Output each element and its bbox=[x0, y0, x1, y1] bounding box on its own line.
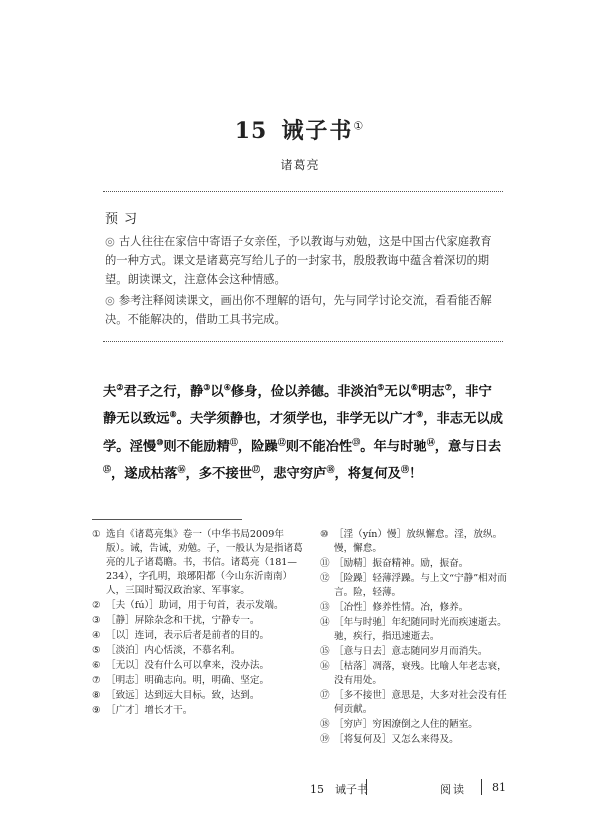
footnote-text: ［枯落］凋落，衰残。比喻人年老志衰，没有用处。 bbox=[334, 661, 507, 686]
note-marker: ⑭ bbox=[426, 436, 435, 447]
footnote-number: ① bbox=[92, 529, 101, 540]
footnote-text: ［以］连词，表示后者是前者的目的。 bbox=[106, 630, 270, 641]
text-segment: ，将复何及 bbox=[334, 466, 401, 482]
footnote-number: ⑥ bbox=[92, 660, 101, 671]
note-marker: ⑯ bbox=[177, 464, 186, 475]
bullet-icon: ◎ bbox=[105, 235, 115, 248]
footnote-number: ⑩ bbox=[320, 529, 329, 540]
footnote bbox=[320, 718, 516, 732]
footnote-number: ⑰ bbox=[320, 690, 330, 701]
text-segment: 则不能冶性 bbox=[285, 439, 353, 455]
footnote-number: ② bbox=[92, 600, 101, 611]
footnote bbox=[92, 644, 304, 658]
footnote-number: ⑧ bbox=[92, 690, 101, 701]
preview-bottom-divider bbox=[103, 341, 503, 342]
text-segment: ！ bbox=[408, 466, 423, 482]
note-marker: ⑧ bbox=[169, 409, 177, 420]
footnote-number: ⑪ bbox=[320, 558, 330, 569]
text-segment: 明志 bbox=[418, 384, 445, 400]
footnote bbox=[92, 659, 304, 673]
footnote-number: ④ bbox=[92, 630, 101, 641]
footer-section-label: 阅读 bbox=[440, 783, 466, 796]
text-segment: ，非宁静无以致远 bbox=[103, 384, 492, 427]
footnote bbox=[320, 645, 516, 659]
text-segment: 夫 bbox=[103, 384, 117, 400]
note-marker: ⑰ bbox=[251, 464, 260, 475]
footnote-text: ［励精］振奋精神。励，振奋。 bbox=[334, 558, 469, 569]
text-segment: 以 bbox=[210, 384, 224, 400]
text-segment: ，多不接世 bbox=[185, 466, 252, 482]
footer-lesson-label: 15 诫子书 bbox=[310, 783, 368, 796]
footnote bbox=[92, 629, 304, 643]
footnote-number: ⑤ bbox=[92, 645, 101, 656]
note-marker: ⑥ bbox=[410, 382, 419, 392]
footnote-number: ⑮ bbox=[320, 646, 330, 657]
footnote-text: ［夫（fú）］助词，用于句首，表示发端。 bbox=[106, 600, 284, 611]
footnote-text: 选自《诸葛亮集》卷一（中华书局2009年版）。诫，告诫，劝勉。子，一般认为是指诸葛亮的儿子诸葛瞻。书，书信。诸葛亮（181—234），字孔明，琅琊阳都（今山东沂南南）人，三国时蜀汉政治家、军事家。 bbox=[106, 529, 303, 596]
text-segment: 。年与时驰 bbox=[360, 439, 427, 455]
lesson-number: 15 bbox=[234, 118, 268, 144]
lesson-title-text: 诫子书 bbox=[281, 118, 354, 144]
footnote-text: ［广才］增长才干。 bbox=[106, 705, 193, 716]
footnote-text: ［淡泊］内心恬淡，不慕名利。 bbox=[106, 645, 241, 656]
footnote bbox=[320, 733, 516, 747]
text-segment: 无以 bbox=[384, 384, 411, 400]
page-number: 81 bbox=[492, 781, 506, 794]
footnote-number: ⑱ bbox=[320, 719, 330, 730]
classical-text bbox=[103, 376, 503, 486]
footnote bbox=[92, 689, 304, 703]
footnote bbox=[320, 616, 516, 644]
text-segment: ，非志无以成学。淫慢 bbox=[103, 411, 503, 455]
footnote bbox=[320, 660, 516, 688]
footnote-text: ［淫（yín）慢］放纵懈怠。淫，放纵。慢，懈怠。 bbox=[334, 529, 503, 554]
preview-paragraph-1 bbox=[105, 232, 500, 289]
footnote bbox=[92, 704, 304, 718]
footnotes-left-column bbox=[92, 528, 304, 719]
preview-paragraph-1-text: 古人往往在家信中寄语子女亲侄，予以教诲与劝勉，这是中国古代家庭教育的一种方式。课文是诸葛亮写给儿子的一封家书，殷殷教诲中蕴含着深切的期望。朗读课文，注意体会这种情感。 bbox=[105, 235, 492, 286]
note-marker: ⑨ bbox=[416, 409, 424, 420]
preview-paragraph-2-text: 参考注释阅读课文，画出你不理解的语句，先与同学讨论交流，看看能否解决。不能解决的，借助工具书完成。 bbox=[105, 294, 492, 326]
text-segment: 修身，俭以养德。非淡泊 bbox=[230, 384, 378, 400]
footnote bbox=[92, 614, 304, 628]
note-marker: ⑦ bbox=[444, 382, 452, 392]
text-segment: ，遂成枯落 bbox=[111, 466, 178, 482]
lesson-title bbox=[281, 118, 365, 144]
footer-separator bbox=[366, 779, 367, 795]
footnote-number: ⑫ bbox=[320, 573, 330, 584]
footnote-number: ⑲ bbox=[320, 734, 330, 745]
footnote-number: ⑨ bbox=[92, 705, 101, 716]
footnotes-right-column bbox=[320, 528, 516, 748]
footnote-text: ［无以］没有什么可以拿来，没办法。 bbox=[106, 660, 270, 671]
text-segment: 君子之行，静 bbox=[123, 384, 204, 400]
footnote bbox=[320, 572, 516, 600]
note-marker: ⑤ bbox=[377, 382, 385, 392]
text-segment: ，险躁 bbox=[237, 439, 278, 455]
note-marker: ⑬ bbox=[352, 436, 361, 447]
text-segment: 则不能励精 bbox=[163, 439, 230, 455]
footnote-text: ［年与时驰］年纪随同时光而疾速逝去。驰，疾行，指迅速逝去。 bbox=[334, 617, 507, 642]
footnote-number: ⑬ bbox=[320, 602, 330, 613]
title-footnote-mark: ① bbox=[353, 119, 366, 133]
footnote-text: ［冶性］修养性情。冶，修养。 bbox=[334, 602, 469, 613]
note-marker: ⑩ bbox=[156, 436, 164, 447]
footnote-number: ⑭ bbox=[320, 617, 330, 628]
footnote bbox=[320, 689, 516, 717]
footnote-text: ［意与日去］意志随同岁月而消失。 bbox=[334, 646, 488, 657]
footnote-text: ［致远］达到远大目标。致，达到。 bbox=[106, 690, 260, 701]
author-name: 诸葛亮 bbox=[280, 158, 320, 172]
note-marker: ② bbox=[116, 382, 124, 392]
note-marker: ⑱ bbox=[326, 464, 335, 475]
footnote-number: ③ bbox=[92, 615, 101, 626]
preview-heading: 预习 bbox=[105, 212, 144, 227]
footnote-number: ⑯ bbox=[320, 661, 330, 672]
note-marker: ③ bbox=[203, 382, 211, 392]
footnote bbox=[92, 674, 304, 688]
lesson-title-block bbox=[0, 114, 600, 145]
note-marker: ⑮ bbox=[103, 464, 111, 475]
footnote bbox=[320, 528, 516, 556]
footnote-rule bbox=[92, 519, 242, 520]
footnote-number: ⑦ bbox=[92, 675, 101, 686]
footnote-text: ［险躁］轻薄浮躁。与上文“宁静”相对而言。险，轻薄。 bbox=[334, 573, 507, 598]
text-segment: ，悲守穷庐 bbox=[259, 466, 327, 482]
text-segment: ，意与日去 bbox=[434, 439, 502, 455]
footnote bbox=[320, 601, 516, 615]
note-marker: ⑫ bbox=[277, 436, 286, 447]
preview-top-divider bbox=[103, 191, 503, 192]
footnote bbox=[92, 528, 304, 598]
preview-paragraph-2 bbox=[105, 291, 500, 329]
note-marker: ⑲ bbox=[400, 464, 409, 475]
footnote-text: ［多不接世］意思是，大多对社会没有任何贡献。 bbox=[334, 690, 507, 715]
bullet-icon: ◎ bbox=[105, 294, 115, 307]
footnote-text: ［明志］明确志向。明，明确、坚定。 bbox=[106, 675, 270, 686]
footer-separator bbox=[481, 779, 482, 795]
note-marker: ④ bbox=[223, 382, 231, 392]
text-segment: 。夫学须静也，才须学也，非学无以广才 bbox=[176, 411, 416, 427]
note-marker: ⑪ bbox=[229, 436, 238, 447]
footnote-text: ［穷庐］穷困潦倒之人住的陋室。 bbox=[334, 719, 478, 730]
footnote bbox=[92, 599, 304, 613]
footnote bbox=[320, 557, 516, 571]
footnote-text: ［静］屏除杂念和干扰，宁静专一。 bbox=[106, 615, 260, 626]
footnote-text: ［将复何及］又怎么来得及。 bbox=[334, 734, 459, 745]
